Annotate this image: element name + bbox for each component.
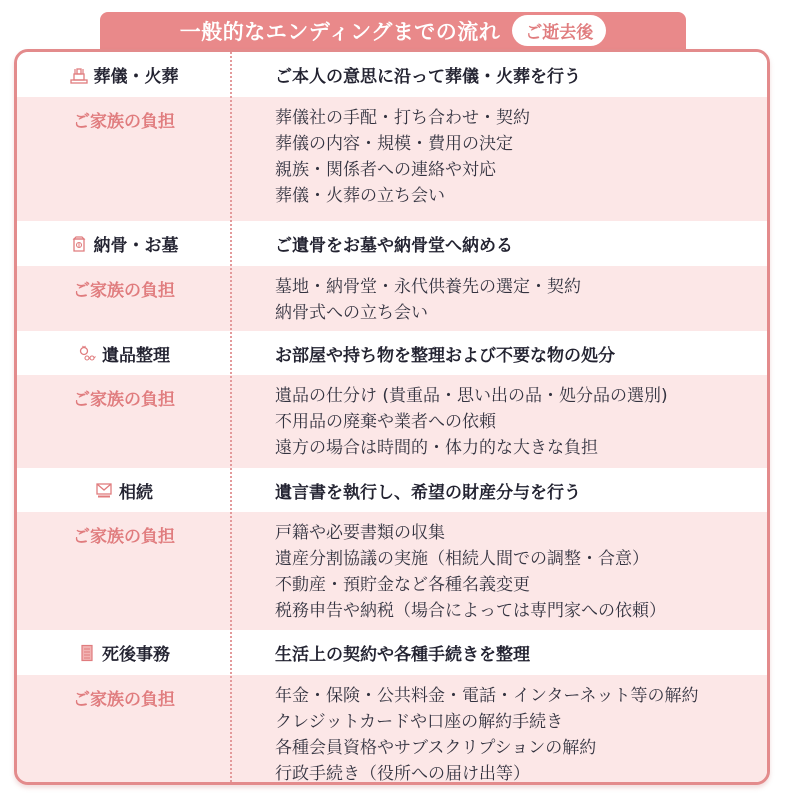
ring-glasses-icon	[78, 344, 96, 362]
section-summary: ご遺骨をお墓や納骨堂へ納める	[275, 236, 513, 256]
stage-badge: ご逝去後	[512, 15, 606, 46]
funeral-altar-icon	[70, 66, 88, 84]
document-icon	[78, 644, 96, 662]
category-label: 遺品整理	[102, 345, 170, 366]
category-label: 納骨・お墓	[93, 236, 179, 256]
burden-label: ご家族の負担	[73, 112, 175, 132]
title-tab	[100, 12, 686, 49]
section-burden-belongings	[17, 375, 767, 468]
burden-item: 戸籍や必要書類の収集	[275, 523, 445, 543]
burden-label: ご家族の負担	[73, 690, 175, 710]
burden-item: 納骨式への立ち会い	[275, 303, 428, 323]
burden-item: 年金・保険・公共料金・電話・インターネット等の解約	[275, 686, 699, 706]
category-label: 葬儀・火葬	[93, 67, 179, 87]
section-header-inheritance	[17, 468, 767, 512]
burden-item: 遺品の仕分け (貴重品・思い出の品・処分品の選別)	[275, 386, 668, 406]
section-burden-after-death-affairs	[17, 675, 767, 785]
section-header-belongings	[17, 331, 767, 375]
burden-item: クレジットカードや口座の解約手続き	[275, 712, 564, 732]
burden-item: 不用品の廃棄や業者への依頼	[275, 412, 496, 432]
burden-label: ご家族の負担	[73, 281, 175, 301]
section-header-funeral	[17, 52, 767, 97]
column-divider	[230, 52, 232, 782]
burden-item: 葬儀社の手配・打ち合わせ・契約	[275, 108, 530, 128]
burden-label: ご家族の負担	[73, 390, 175, 410]
burden-item: 墓地・納骨堂・永代供養先の選定・契約	[275, 277, 581, 297]
section-summary: 遺言書を執行し、希望の財産分与を行う	[275, 482, 581, 503]
burden-item: 遠方の場合は時間的・体力的な大きな負担	[275, 438, 598, 458]
section-burden-inheritance	[17, 512, 767, 630]
burden-item: 葬儀・火葬の立ち会い	[275, 186, 445, 206]
burden-item: 行政手続き（役所への届け出等）	[275, 764, 530, 784]
burden-item: 各種会員資格やサブスクリプションの解約	[275, 738, 597, 758]
burden-item: 親族・関係者への連絡や対応	[275, 160, 496, 180]
section-burden-funeral	[17, 97, 767, 221]
category-label: 死後事務	[102, 645, 170, 665]
burden-item: 遺産分割協議の実施（相続人間での調整・合意）	[275, 549, 649, 569]
page-title: 一般的なエンディングまでの流れ	[179, 19, 501, 44]
section-header-burial	[17, 221, 767, 266]
section-summary: ご本人の意思に沿って葬儀・火葬を行う	[275, 67, 581, 87]
section-summary: 生活上の契約や各種手続きを整理	[275, 645, 530, 665]
section-burden-burial	[17, 266, 767, 331]
burden-item: 税務申告や納税（場合によっては専門家への依頼）	[275, 601, 666, 621]
section-summary: お部屋や持ち物を整理および不要な物の処分	[275, 345, 615, 366]
envelope-icon	[95, 481, 113, 499]
flow-card	[14, 49, 770, 785]
urn-icon	[70, 235, 88, 253]
burden-item: 不動産・預貯金など各種名義変更	[275, 575, 530, 595]
section-header-after-death-affairs	[17, 630, 767, 675]
burden-item: 葬儀の内容・規模・費用の決定	[275, 134, 513, 154]
burden-label: ご家族の負担	[73, 527, 175, 547]
category-label: 相続	[119, 482, 153, 503]
